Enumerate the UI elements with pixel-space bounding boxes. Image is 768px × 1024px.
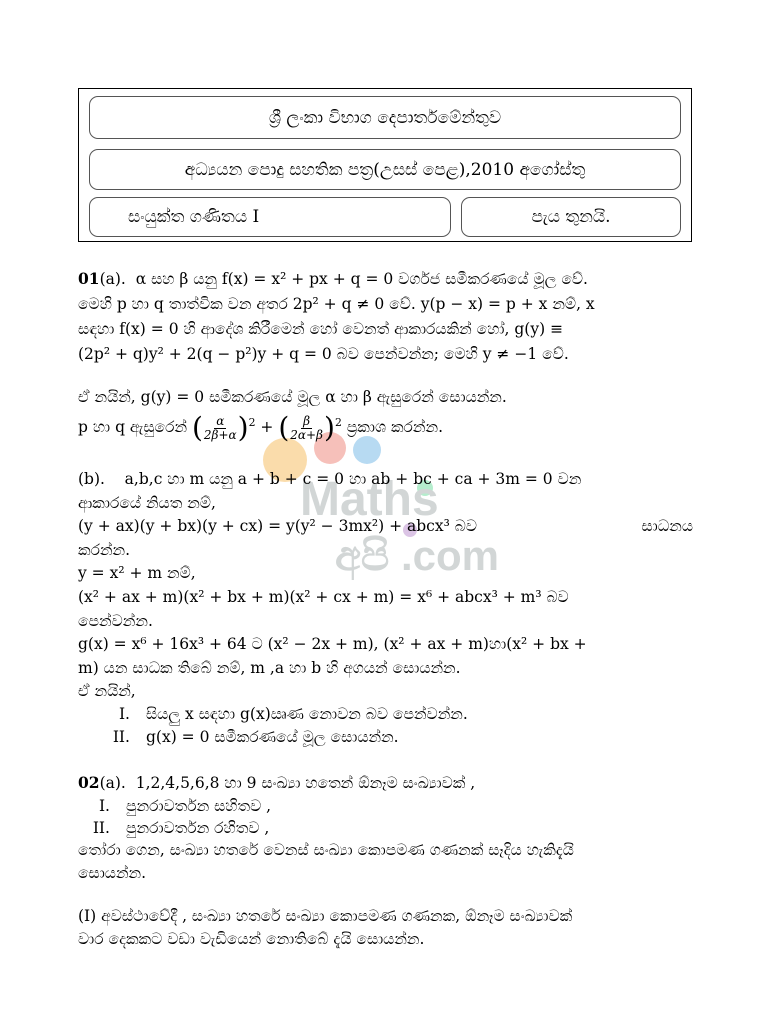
roman-numeral-ii: II. — [112, 728, 130, 746]
q1-a-text-1: α සහ β යනු f(x) = x² + px + q = 0 වර්ගජ සමීකරණයේ මූල වේ. — [135, 270, 588, 288]
q1-b-line-3 — [78, 515, 693, 537]
q2-item-ii — [78, 817, 269, 839]
watermark-suffix: අපි .com — [335, 532, 500, 579]
q1-b-line-7: පෙන්වන්න. — [78, 612, 153, 630]
q1-b-item-i-text: සියලු x සඳහා g(x)ඍණ නොවන බව පෙන්වන්න. — [146, 705, 468, 723]
duration-label: පැය තුනයි. — [461, 197, 681, 237]
institution-title: ශ්‍රී ලංකා විභාග දෙපාර්තමේන්තුව — [89, 96, 681, 139]
maths-api-watermark-logo — [255, 420, 585, 580]
q1-b-line-1 — [78, 468, 581, 490]
q1-b-line-6: (x² + ax + m)(x² + bx + m)(x² + cx + m) = x⁶ + abcx³ + m³ බව — [78, 588, 569, 606]
q1-a-line-4: (2p² + q)y² + 2(q − p²)y + q = 0 බව පෙන්වන්න; මෙහි y ≠ −1 වේ. — [78, 345, 569, 363]
q1-a-prefix: p හා q ඇසුරෙන් — [78, 418, 188, 436]
roman-numeral-i: I. — [98, 797, 110, 815]
q1-b-line-4: කරන්න. — [78, 541, 131, 559]
q1-a-line-5: ඒ නයින්, g(y) = 0 සමීකරණයේ මූල α හා β ඇසුරෙන් සොයන්න. — [78, 388, 507, 406]
q1-b-text-3: (y + ax)(y + bx)(y + cx) = y(y² − 3mx²) + abcx³ බව — [78, 517, 477, 535]
q2-line-5: වාර දෙකකට වඩා වැඩියෙන් නොතිබේ දැයි සොයන්න. — [78, 930, 425, 948]
watermark-brand: Maths — [300, 473, 439, 526]
q1-b-text-3-end: සාධනය — [641, 517, 693, 535]
q1-number: 01 — [78, 269, 100, 288]
q1-a-line-3: සඳහා f(x) = 0 හි ආදේශ කිරීමෙන් හෝ වෙනත් ආකාරයකින් හෝ, g(y) ≡ — [78, 320, 564, 338]
q1-b-line-8: g(x) = x⁶ + 16x³ + 64 ට (x² − 2x + m), (x² + ax + m)හා(x² + bx + — [78, 635, 587, 653]
q2-part-a-label: (a). — [99, 774, 126, 792]
roman-numeral-ii: II. — [92, 819, 110, 837]
q1-a-suffix: ප්‍රකාශ කරන්න. — [346, 418, 444, 436]
q2-item-ii-text: පුනරාවර්තන රහිතව , — [126, 819, 270, 837]
q1-b-item-ii-text: g(x) = 0 සමීකරණයේ මූල සොයන්න. — [146, 728, 399, 746]
q2-line-4: (I) අවස්ථාවේදී , සංඛ්‍යා හතරේ සංඛ්‍යා කොපමණ ගණනක, ඕනෑම සංඛ්‍යාවක් — [78, 907, 573, 925]
q1-a-line-2: මෙහි p හා q තාත්වික වන අතර 2p² + q ≠ 0 වේ. y(p − x) = p + x නම්, x — [78, 295, 595, 313]
exam-header-box — [78, 88, 692, 242]
fraction-alpha: $\frac{\alpha}{2\beta+\alpha}$ — [203, 413, 237, 442]
q2-number: 02 — [78, 773, 100, 792]
q2-line-3: සොයන්න. — [78, 864, 147, 882]
q1-b-line-5: y = x² + m නම්, — [78, 564, 196, 582]
fraction-beta: $\frac{\beta}{2\alpha+\beta}$ — [290, 413, 323, 442]
q1-b-line-2: ආකාරයේ නියත නම්, — [78, 494, 216, 512]
q2-item-i — [78, 795, 271, 817]
roman-numeral-i: I. — [118, 705, 130, 723]
q1-b-item-ii — [78, 726, 399, 748]
q1-part-a-label: (a). — [99, 270, 126, 288]
q1-a-line-1 — [78, 268, 693, 290]
exam-title: අධ්‍යයන පොදු සහතික පත්‍ර(උසස් පෙළ),2010 අගෝස්තු — [89, 149, 681, 190]
subject-title: සංයුක්ත ගණිතය I — [89, 197, 451, 237]
q2-line-2: තෝරා ගෙන, සංඛ්‍යා හතරේ වෙනස් සංඛ්‍යා කොපමණ ගණනක් සෑදිය හැකිදැයි — [78, 841, 574, 859]
q1-b-line-9: m) යන සාධක තිබේ නම්, m ,a හා b හි අගයන් සොයන්න. — [78, 659, 461, 677]
q2-item-i-text: පුනරාවර්තන සහිතව , — [126, 797, 272, 815]
q2-line-1 — [78, 772, 475, 794]
q1-b-text-1: a,b,c හා m යනු a + b + c = 0 හා ab + bc + ca + 3m = 0 වන — [124, 470, 582, 488]
q1-b-line-10: ඒ නයින්, — [78, 682, 136, 700]
q1-part-b-label: (b). — [78, 470, 105, 488]
q2-text-1: 1,2,4,5,6,8 හා 9 සංඛ්‍යා හතෙන් ඕනෑම සංඛ්‍යාවක් , — [135, 774, 476, 792]
q1-a-line-6: p හා q ඇසුරෙන් ( $\frac{\alpha}{2\beta+\alpha}$ )$^2$ + ( $\frac{\beta}{2\alpha+\beta}$ )$^2$ ප්‍රකාශ කරන්න. — [78, 411, 444, 444]
q1-b-item-i — [78, 703, 468, 725]
